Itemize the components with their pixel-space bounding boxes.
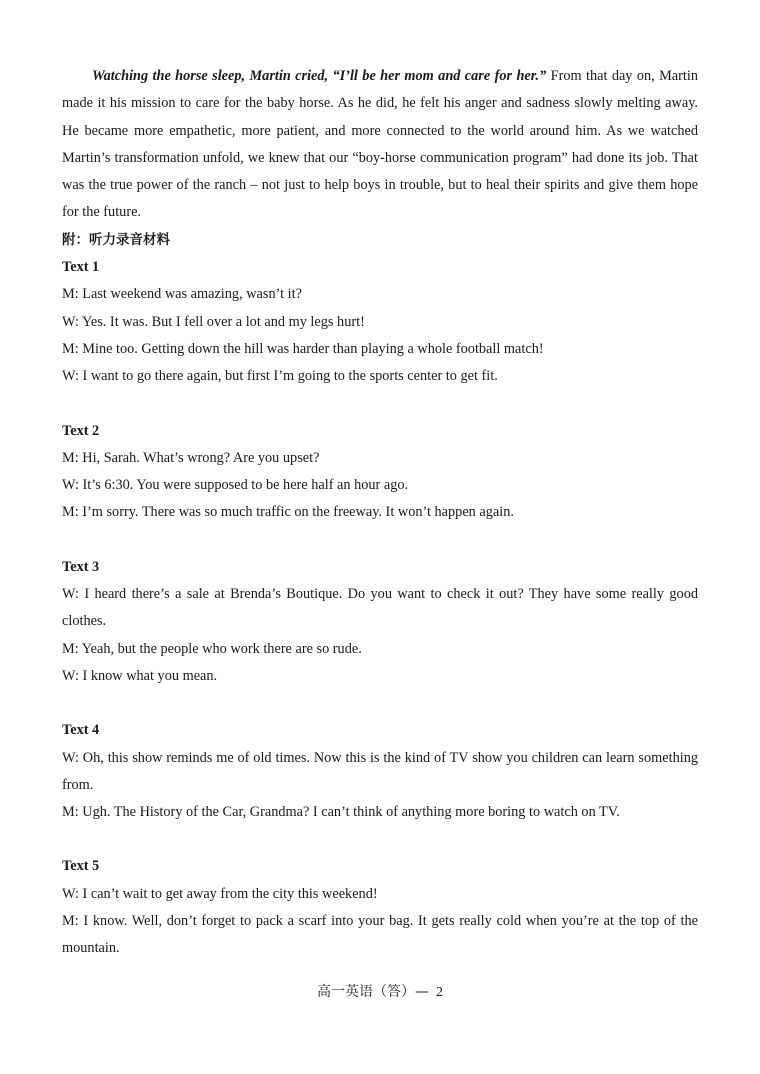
- story-text: From that day on, Martin made it his mission to care for the baby horse. As he did, he felt his anger and sadness slowly melting away. He became more empathetic, more patient, and more connected to the world around him. As we watched Martin’s transformation unfold, we knew that our “boy-horse communication program” had done its job. That was the true power of the ranch – not just to help boys in trouble, but to heal their spirits and give them hope for the future.: [62, 68, 699, 221]
- story-quote: Watching the horse sleep, Martin cried, “I’ll be her mom and care for her.”: [92, 68, 547, 84]
- dialogue-line: M: Ugh. The History of the Car, Grandma? I can’t think of anything more boring to watch on TV.: [62, 804, 620, 821]
- text-5-section: [62, 853, 698, 962]
- appendix-heading: 附：听力录音材料: [62, 231, 170, 248]
- text-4-title: Text 4: [62, 722, 100, 739]
- dialogue-line: W: I can’t wait to get away from the city this weekend!: [62, 885, 378, 902]
- story-paragraph: [62, 63, 698, 227]
- dialogue-line: M: Hi, Sarah. What’s wrong? Are you upset?: [62, 449, 320, 466]
- page-content: [62, 63, 698, 963]
- dialogue-line: M: Last weekend was amazing, wasn’t it?: [62, 286, 302, 303]
- page-number: 2: [436, 985, 443, 1000]
- dialogue-line: M: Mine too. Getting down the hill was harder than playing a whole football match!: [62, 340, 544, 357]
- dialogue-line: M: Yeah, but the people who work there are so rude.: [62, 640, 362, 657]
- dialogue-line: W: Oh, this show reminds me of old times. Now this is the kind of TV show you children can learn something from.: [62, 749, 698, 793]
- text-2-section: [62, 418, 698, 527]
- text-1-section: [62, 254, 698, 390]
- footer-subject: 高一英语（答）—: [317, 984, 429, 1000]
- dialogue-line: W: It’s 6:30. You were supposed to be here half an hour ago.: [62, 477, 409, 494]
- dialogue-line: M: I’m sorry. There was so much traffic on the freeway. It won’t happen again.: [62, 504, 514, 521]
- text-5-title: Text 5: [62, 858, 100, 875]
- dialogue-line: W: Yes. It was. But I fell over a lot and my legs hurt!: [62, 313, 365, 330]
- dialogue-line: W: I know what you mean.: [62, 667, 218, 684]
- page-footer: [0, 981, 760, 1001]
- text-3-section: [62, 554, 698, 690]
- dialogue-line: M: I know. Well, don’t forget to pack a scarf into your bag. It gets really cold when you’re at the top of the mountain.: [62, 913, 698, 957]
- dialogue-line: W: I want to go there again, but first I’m going to the sports center to get fit.: [62, 368, 498, 385]
- text-2-title: Text 2: [62, 422, 100, 439]
- text-4-section: [62, 717, 698, 826]
- text-3-title: Text 3: [62, 558, 100, 575]
- text-1-title: Text 1: [62, 259, 100, 276]
- dialogue-line: W: I heard there’s a sale at Brenda’s Boutique. Do you want to check it out? They have some really good clothes.: [62, 586, 698, 630]
